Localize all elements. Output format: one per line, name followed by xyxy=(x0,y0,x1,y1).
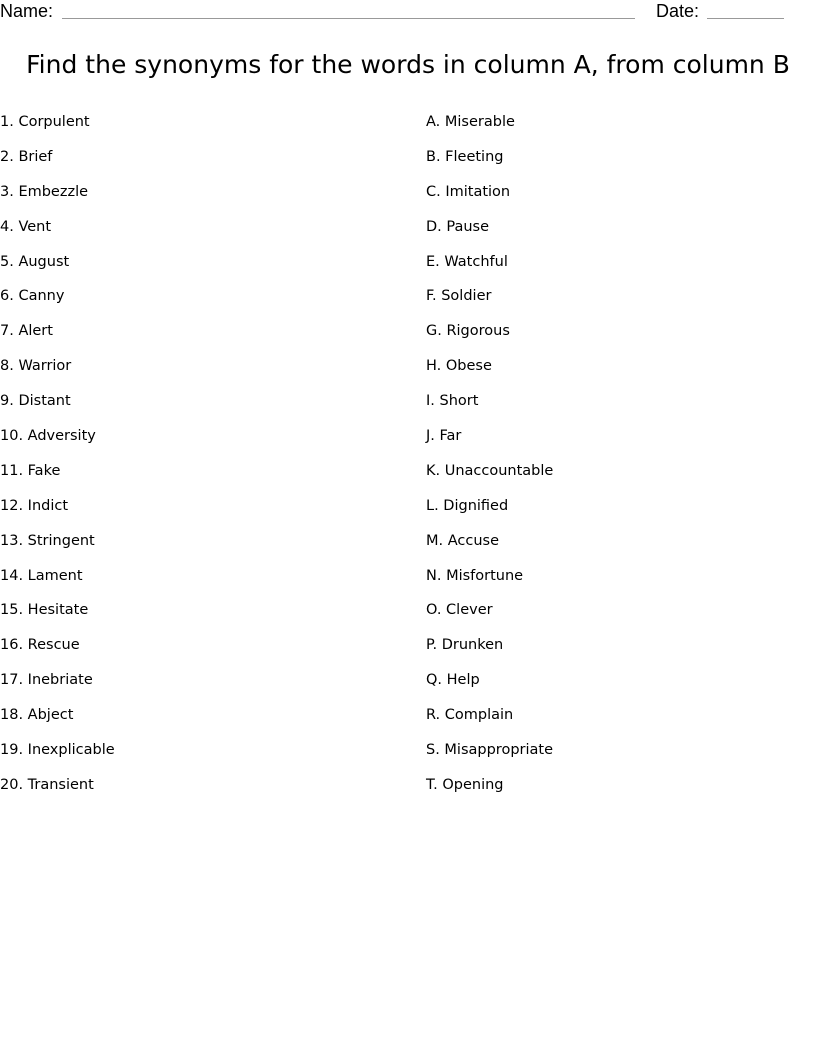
column-a xyxy=(0,112,115,810)
column-a-item: 7. Alert xyxy=(0,323,53,340)
column-b-item: E. Watchful xyxy=(426,253,508,270)
column-b-item: L. Dignified xyxy=(426,497,509,514)
column-b-item: D. Pause xyxy=(426,218,490,235)
column-b-item: Q. Help xyxy=(426,672,480,689)
column-a-item: 19. Inexplicable xyxy=(0,742,115,759)
column-a-item: 15. Hesitate xyxy=(0,602,89,619)
column-a-item: 1. Corpulent xyxy=(0,114,90,130)
column-b-item: M. Accuse xyxy=(426,532,500,549)
column-b-item: K. Unaccountable xyxy=(426,462,554,479)
column-a-item: 13. Stringent xyxy=(0,532,95,549)
column-a-item: 2. Brief xyxy=(0,148,53,165)
column-a-item: 14. Lament xyxy=(0,567,83,584)
column-a-item: 18. Abject xyxy=(0,707,74,724)
name-field-line[interactable] xyxy=(62,18,635,19)
column-b-item: J. Far xyxy=(426,428,462,445)
column-b-item: T. Opening xyxy=(426,776,504,793)
column-b-item: H. Obese xyxy=(426,358,492,375)
column-a-item: 17. Inebriate xyxy=(0,672,93,689)
column-b xyxy=(426,112,553,810)
date-label: Date: xyxy=(656,1,700,21)
name-label: Name: xyxy=(0,1,54,21)
date-field-line[interactable] xyxy=(707,18,784,19)
column-a-item: 5. August xyxy=(0,253,70,270)
worksheet-title: Find the synonyms for the words in column A, from column B xyxy=(26,50,790,79)
column-b-item: R. Complain xyxy=(426,707,514,724)
column-a-item: 4. Vent xyxy=(0,218,52,235)
column-b-item: G. Rigorous xyxy=(426,323,510,340)
column-b-item: S. Misappropriate xyxy=(426,742,554,759)
column-a-item: 16. Rescue xyxy=(0,637,80,654)
column-b-item: O. Clever xyxy=(426,602,493,619)
column-b-item: I. Short xyxy=(426,393,479,410)
column-a-item: 3. Embezzle xyxy=(0,183,89,200)
column-b-item: N. Misfortune xyxy=(426,567,524,584)
column-b-item: P. Drunken xyxy=(426,637,504,654)
column-a-item: 6. Canny xyxy=(0,288,65,305)
header xyxy=(0,0,816,24)
column-b-item: F. Soldier xyxy=(426,288,492,305)
column-b-item: A. Miserable xyxy=(426,114,515,130)
column-a-item: 8. Warrior xyxy=(0,358,72,375)
column-a-item: 11. Fake xyxy=(0,462,61,479)
column-a-item: 10. Adversity xyxy=(0,428,96,445)
column-b-item: B. Fleeting xyxy=(426,148,504,165)
column-b-item: C. Imitation xyxy=(426,183,511,200)
column-a-item: 12. Indict xyxy=(0,497,69,514)
column-a-item: 20. Transient xyxy=(0,776,94,793)
column-a-item: 9. Distant xyxy=(0,393,71,410)
